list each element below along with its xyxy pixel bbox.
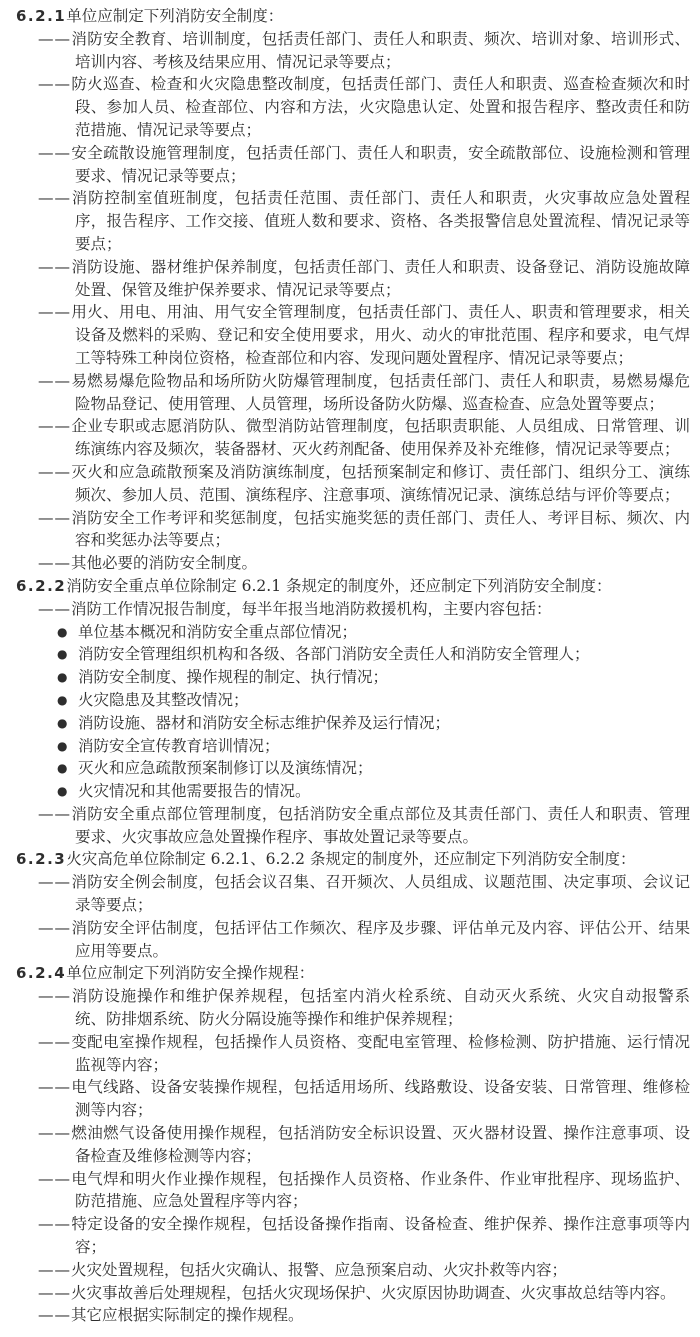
dash-marker: ——	[38, 303, 71, 322]
section-heading	[0, 848, 690, 871]
section-title: 火灾高危单位除制定 6.2.1、6.2.2 条规定的制度外，还应制定下列消防安全制度：	[66, 850, 636, 869]
dash-item	[38, 1282, 690, 1305]
dash-item	[38, 73, 690, 141]
bullet-icon: ●	[57, 761, 68, 776]
dash-marker: ——	[38, 75, 71, 94]
bullet-item	[57, 689, 690, 712]
dash-marker: ——	[38, 29, 71, 48]
dash-item	[38, 415, 690, 461]
bullet-icon: ●	[57, 670, 68, 685]
dash-item-text: 消防安全评估制度，包括评估工作频次、程序及步骤、评估单元及内容、评估公开、结果应用等要点。	[71, 918, 690, 960]
dash-item	[38, 256, 690, 302]
dash-item	[38, 28, 690, 74]
bullet-icon: ●	[57, 647, 68, 662]
dash-item-text: 其它应根据实际制定的操作规程。	[71, 1306, 304, 1325]
bullet-item	[57, 712, 690, 735]
section-number: 6.2.1	[16, 7, 67, 25]
dash-item-text: 燃油燃气设备使用操作规程，包括消防安全标识设置、灭火器材设置、操作注意事项、设备检查及维修检测等内容；	[71, 1124, 690, 1165]
dash-marker: ——	[38, 508, 71, 527]
dash-item-text: 变配电室操作规程，包括操作人员资格、变配电室管理、检修检测、防护措施、运行情况监视等内容；	[71, 1032, 690, 1074]
dash-item-text: 消防安全教育、培训制度，包括责任部门、责任人和职责、频次、培训对象、培训形式、培训内容、考核及结果应用、情况记录等要点；	[71, 29, 690, 71]
bullet-item-text: 消防安全宣传教育培训情况；	[78, 736, 280, 755]
dash-marker: ——	[38, 371, 71, 390]
bullet-item	[57, 621, 690, 644]
dash-item	[38, 598, 690, 621]
dash-item	[38, 370, 690, 416]
dash-item	[38, 871, 690, 917]
dash-item	[38, 985, 690, 1031]
section-number: 6.2.4	[16, 964, 67, 983]
dash-marker: ——	[38, 1215, 71, 1234]
dash-item-text: 用火、用电、用油、用气安全管理制度，包括责任部门、责任人、职责和管理要求，相关设备及燃料的采购、登记和安全使用要求，用火、动火的审批范围、程序和要求，电气焊工等特殊工种岗位资格，检查部位和内容、发现问题处置程序、情况记录等要点；	[71, 303, 690, 367]
bullet-item-text: 消防设施、器材和消防安全标志维护保养及运行情况；	[78, 713, 451, 732]
section-number: 6.2.2	[16, 576, 67, 595]
dash-marker: ——	[38, 462, 71, 481]
dash-item-text: 消防安全例会制度，包括会议召集、召开频次、人员组成、议题范围、决定事项、会议记录等要点；	[71, 873, 690, 915]
dash-item	[38, 461, 690, 507]
section-heading	[0, 962, 690, 985]
dash-item-text: 消防工作情况报告制度，每半年报当地消防救援机构，主要内容包括：	[71, 599, 552, 618]
dash-item	[38, 1122, 690, 1168]
section-title: 单位应制定下列消防安全操作规程：	[66, 964, 315, 983]
section-title: 单位应制定下列消防安全制度：	[66, 7, 284, 25]
dash-item-text: 电气线路、设备安装操作规程，包括适用场所、线路敷设、设备安装、日常管理、维修检测等内容；	[71, 1078, 690, 1120]
dash-item-text: 消防设施、器材维护保养制度，包括责任部门、责任人和职责、设备登记、消防设施故障处置、保管及维护保养要求、情况记录等要点；	[71, 257, 690, 299]
dash-marker: ——	[38, 987, 71, 1006]
section-heading	[0, 575, 690, 598]
dash-item-text: 安全疏散设施管理制度，包括责任部门、责任人和职责，安全疏散部位、设施检测和管理要求、情况记录等要点；	[71, 143, 690, 185]
dash-item	[38, 1304, 690, 1327]
dash-item-text: 消防安全重点部位管理制度，包括消防安全重点部位及其责任部门、责任人和职责、管理要求、火灾事故应急处置操作程序、事故处置记录等要点。	[71, 804, 690, 846]
dash-item-text: 特定设备的安全操作规程，包括设备操作指南、设备检查、维护保养、操作注意事项等内容；	[71, 1215, 690, 1257]
dash-item	[38, 507, 690, 553]
dash-item-text: 防火巡查、检查和火灾隐患整改制度，包括责任部门、责任人和职责、巡查检查频次和时段、参加人员、检查部位、内容和方法，火灾隐患认定、处置和报告程序、整改责任和防范措施、情况记录等要点；	[71, 75, 690, 139]
dash-marker: ——	[38, 143, 71, 162]
dash-item	[38, 917, 690, 963]
bullet-icon: ●	[57, 624, 68, 639]
dash-item	[38, 142, 690, 188]
dash-item	[38, 1213, 690, 1259]
section-number: 6.2.3	[16, 850, 67, 869]
dash-item-text: 火灾处置规程，包括火灾确认、报警、应急预案启动、火灾扑救等内容；	[71, 1260, 568, 1279]
dash-marker: ——	[38, 1260, 71, 1279]
bullet-icon: ●	[57, 784, 68, 799]
dash-item-text: 电气焊和明火作业操作规程，包括操作人员资格、作业条件、作业审批程序、现场监护、防范措施、应急处置程序等内容；	[71, 1169, 690, 1211]
dash-item	[38, 1259, 690, 1282]
bullet-item-text: 消防安全管理组织机构和各级、各部门消防安全责任人和消防安全管理人；	[78, 645, 590, 664]
dash-marker: ——	[38, 1169, 71, 1188]
dash-item-text: 企业专职或志愿消防队、微型消防站管理制度，包括职责职能、人员组成、日常管理、训练演练内容及频次，装备器材、灭火药剂配备、使用保养及补充维修，情况记录等要点；	[71, 417, 690, 459]
dash-item	[38, 301, 690, 369]
dash-item	[38, 803, 690, 849]
dash-marker: ——	[38, 1283, 71, 1302]
section-title: 消防安全重点单位除制定 6.2.1 条规定的制度外，还应制定下列消防安全制度：	[66, 576, 612, 595]
dash-marker: ——	[38, 189, 71, 208]
bullet-item-text: 单位基本概况和消防安全重点部位情况；	[78, 622, 358, 641]
bullet-item-text: 灭火和应急疏散预案制修订以及演练情况；	[78, 759, 373, 778]
dash-item-text: 火灾事故善后处理规程，包括火灾现场保护、火灾原因协助调查、火灾事故总结等内容。	[71, 1283, 676, 1302]
dash-marker: ——	[38, 804, 71, 823]
bullet-icon: ●	[57, 692, 68, 707]
dash-marker: ——	[38, 918, 71, 937]
dash-marker: ——	[38, 1032, 71, 1051]
bullet-item-text: 火灾情况和其他需要报告的情况。	[78, 782, 311, 801]
dash-item	[38, 1168, 690, 1214]
dash-marker: ——	[38, 1306, 71, 1325]
bullet-item	[57, 735, 690, 758]
dash-item-text: 消防控制室值班制度，包括责任范围、责任部门、责任人和职责，火灾事故应急处置程序，报告程序、工作交接、值班人数和要求、资格、各类报警信息处置流程、情况记录等要点；	[71, 189, 690, 253]
bullet-item	[57, 666, 690, 689]
bullet-item	[57, 757, 690, 780]
bullet-item	[57, 780, 690, 803]
dash-item	[38, 187, 690, 255]
dash-marker: ——	[38, 599, 71, 618]
bullet-icon: ●	[57, 738, 68, 753]
section-heading	[0, 5, 690, 28]
dash-item-text: 灭火和应急疏散预案及消防演练制度，包括预案制定和修订、责任部门、组织分工、演练频次、参加人员、范围、演练程序、注意事项、演练情况记录、演练总结与评价等要点；	[71, 462, 690, 504]
dash-marker: ——	[38, 257, 71, 276]
dash-item-text: 消防设施操作和维护保养规程，包括室内消火栓系统、自动灭火系统、火灾自动报警系统、防排烟系统、防火分隔设施等操作和维护保养规程；	[71, 987, 690, 1029]
bullet-item-text: 火灾隐患及其整改情况；	[78, 690, 249, 709]
dash-marker: ——	[38, 1124, 71, 1143]
dash-item	[38, 1076, 690, 1122]
dash-item-text: 易燃易爆危险物品和场所防火防爆管理制度，包括责任部门、责任人和职责，易燃易爆危险物品登记、使用管理、人员管理，场所设备防火防爆、巡查检查、应急处置等要点；	[71, 371, 690, 413]
bullet-icon: ●	[57, 715, 68, 730]
dash-item	[38, 1031, 690, 1077]
bullet-item-text: 消防安全制度、操作规程的制定、执行情况；	[78, 668, 389, 687]
dash-marker: ——	[38, 1078, 71, 1097]
dash-marker: ——	[38, 417, 71, 436]
dash-item-text: 其他必要的消防安全制度。	[71, 554, 258, 573]
dash-item	[38, 552, 690, 575]
dash-marker: ——	[38, 873, 71, 892]
bullet-item	[57, 643, 690, 666]
dash-item-text: 消防安全工作考评和奖惩制度，包括实施奖惩的责任部门、责任人、考评目标、频次、内容和奖惩办法等要点；	[71, 508, 690, 550]
dash-marker: ——	[38, 554, 71, 573]
